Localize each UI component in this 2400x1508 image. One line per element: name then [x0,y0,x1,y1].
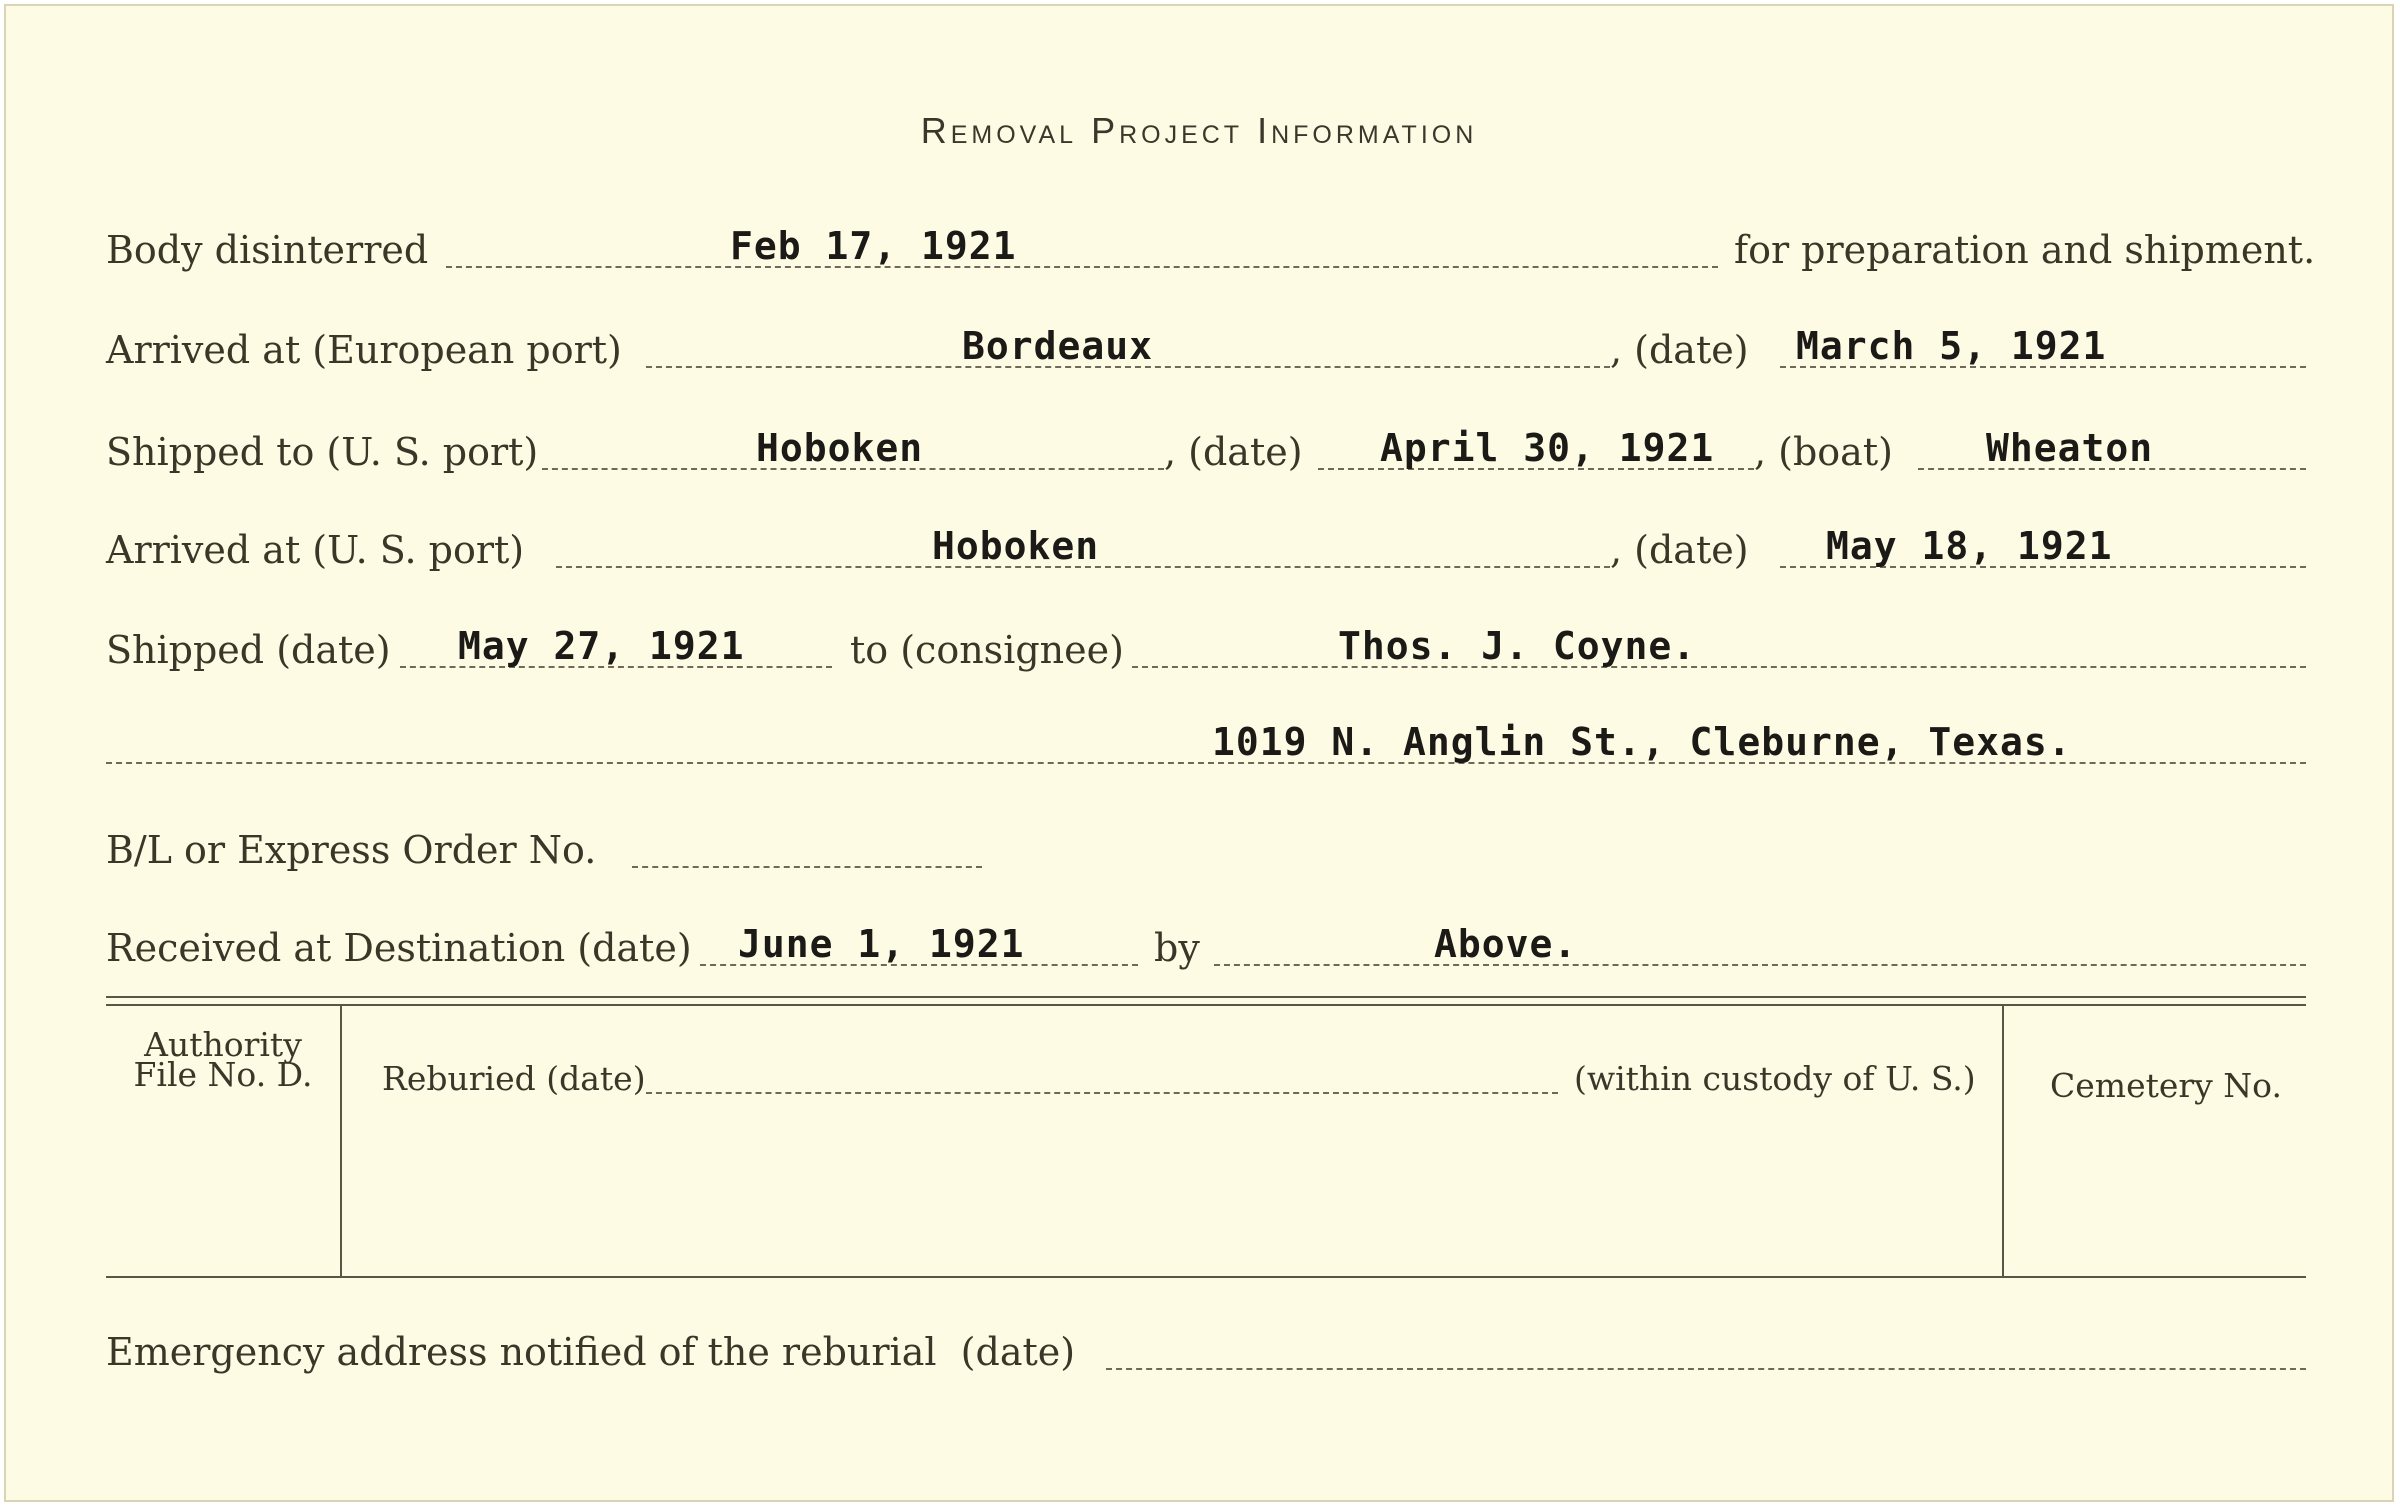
row-received-destination [106,920,2298,980]
bl-order-line [632,866,982,868]
shipped-date-value-2: May 27, 1921 [458,624,745,668]
authority-label: Authority [144,1025,302,1064]
consignee-line [1132,666,2306,668]
address-value: 1019 N. Anglin St., Cleburne, Texas. [1212,720,2072,764]
shipped-date-label: , (date) [1164,430,1303,474]
form-title: Removal Project Information [920,110,1478,151]
received-by-value: Above. [1434,922,1578,966]
custody-label: (within custody of U. S.) [1574,1059,1976,1098]
body-disinterred-line [446,266,1718,268]
table-top-rule-2 [106,1004,2306,1006]
consignee-value: Thos. J. Coyne. [1338,624,1697,668]
body-disinterred-value: Feb 17, 1921 [730,224,1017,268]
reburied-line [646,1092,1558,1094]
cemetery-no-label: Cemetery No. [2050,1066,2282,1105]
shipment-suffix-label: for preparation and shipment. [1734,228,2316,272]
table-divider-right [2002,1004,2004,1276]
shipped-date-value: April 30, 1921 [1380,426,1715,470]
european-port-label: Arrived at (European port) [106,328,622,372]
received-destination-label: Received at Destination (date) [106,926,692,970]
received-by-line [1214,964,2306,966]
arrived-us-date-label: , (date) [1610,528,1749,572]
file-no-label: File No. D. [133,1055,313,1094]
authority-file-label [106,1025,340,1094]
boat-label: , (boat) [1754,430,1893,474]
row-shipped-consignee [106,622,2298,682]
emergency-address-label: Emergency address notified of the reburial (date) [106,1330,1076,1374]
emergency-address-line [1106,1368,2306,1370]
consignee-label: to (consignee) [850,628,1124,672]
row-emergency-address [106,1324,2298,1384]
shipped-us-port-label: Shipped to (U. S. port) [106,430,539,474]
arrived-us-port-value: Hoboken [932,524,1100,568]
reburied-label: Reburied (date) [382,1059,646,1098]
arrived-us-port-label: Arrived at (U. S. port) [106,528,525,572]
row-body-disinterred [106,222,2316,282]
table-top-rule [106,996,2306,998]
arrived-us-date-value: May 18, 1921 [1826,524,2113,568]
received-by-label: by [1154,926,1200,970]
bl-order-label: B/L or Express Order No. [106,828,597,872]
row-arrived-us-port [106,522,2298,582]
row-bl-order [106,822,2298,882]
row-consignee-address [106,718,2298,778]
european-date-label: , (date) [1610,328,1749,372]
european-port-value: Bordeaux [962,324,1154,368]
removal-project-card [4,4,2394,1502]
row-arrived-european-port [106,322,2298,382]
shipped-date-label-2: Shipped (date) [106,628,391,672]
body-disinterred-label: Body disinterred [106,228,429,272]
table-bottom-rule [106,1276,2306,1278]
european-date-value: March 5, 1921 [1796,324,2107,368]
row-shipped-us-port [106,424,2298,484]
row-reburied [382,1048,1982,1108]
shipped-us-port-value: Hoboken [756,426,924,470]
table-divider-left [340,1004,342,1276]
boat-value: Wheaton [1986,426,2154,470]
received-date-value: June 1, 1921 [738,922,1025,966]
